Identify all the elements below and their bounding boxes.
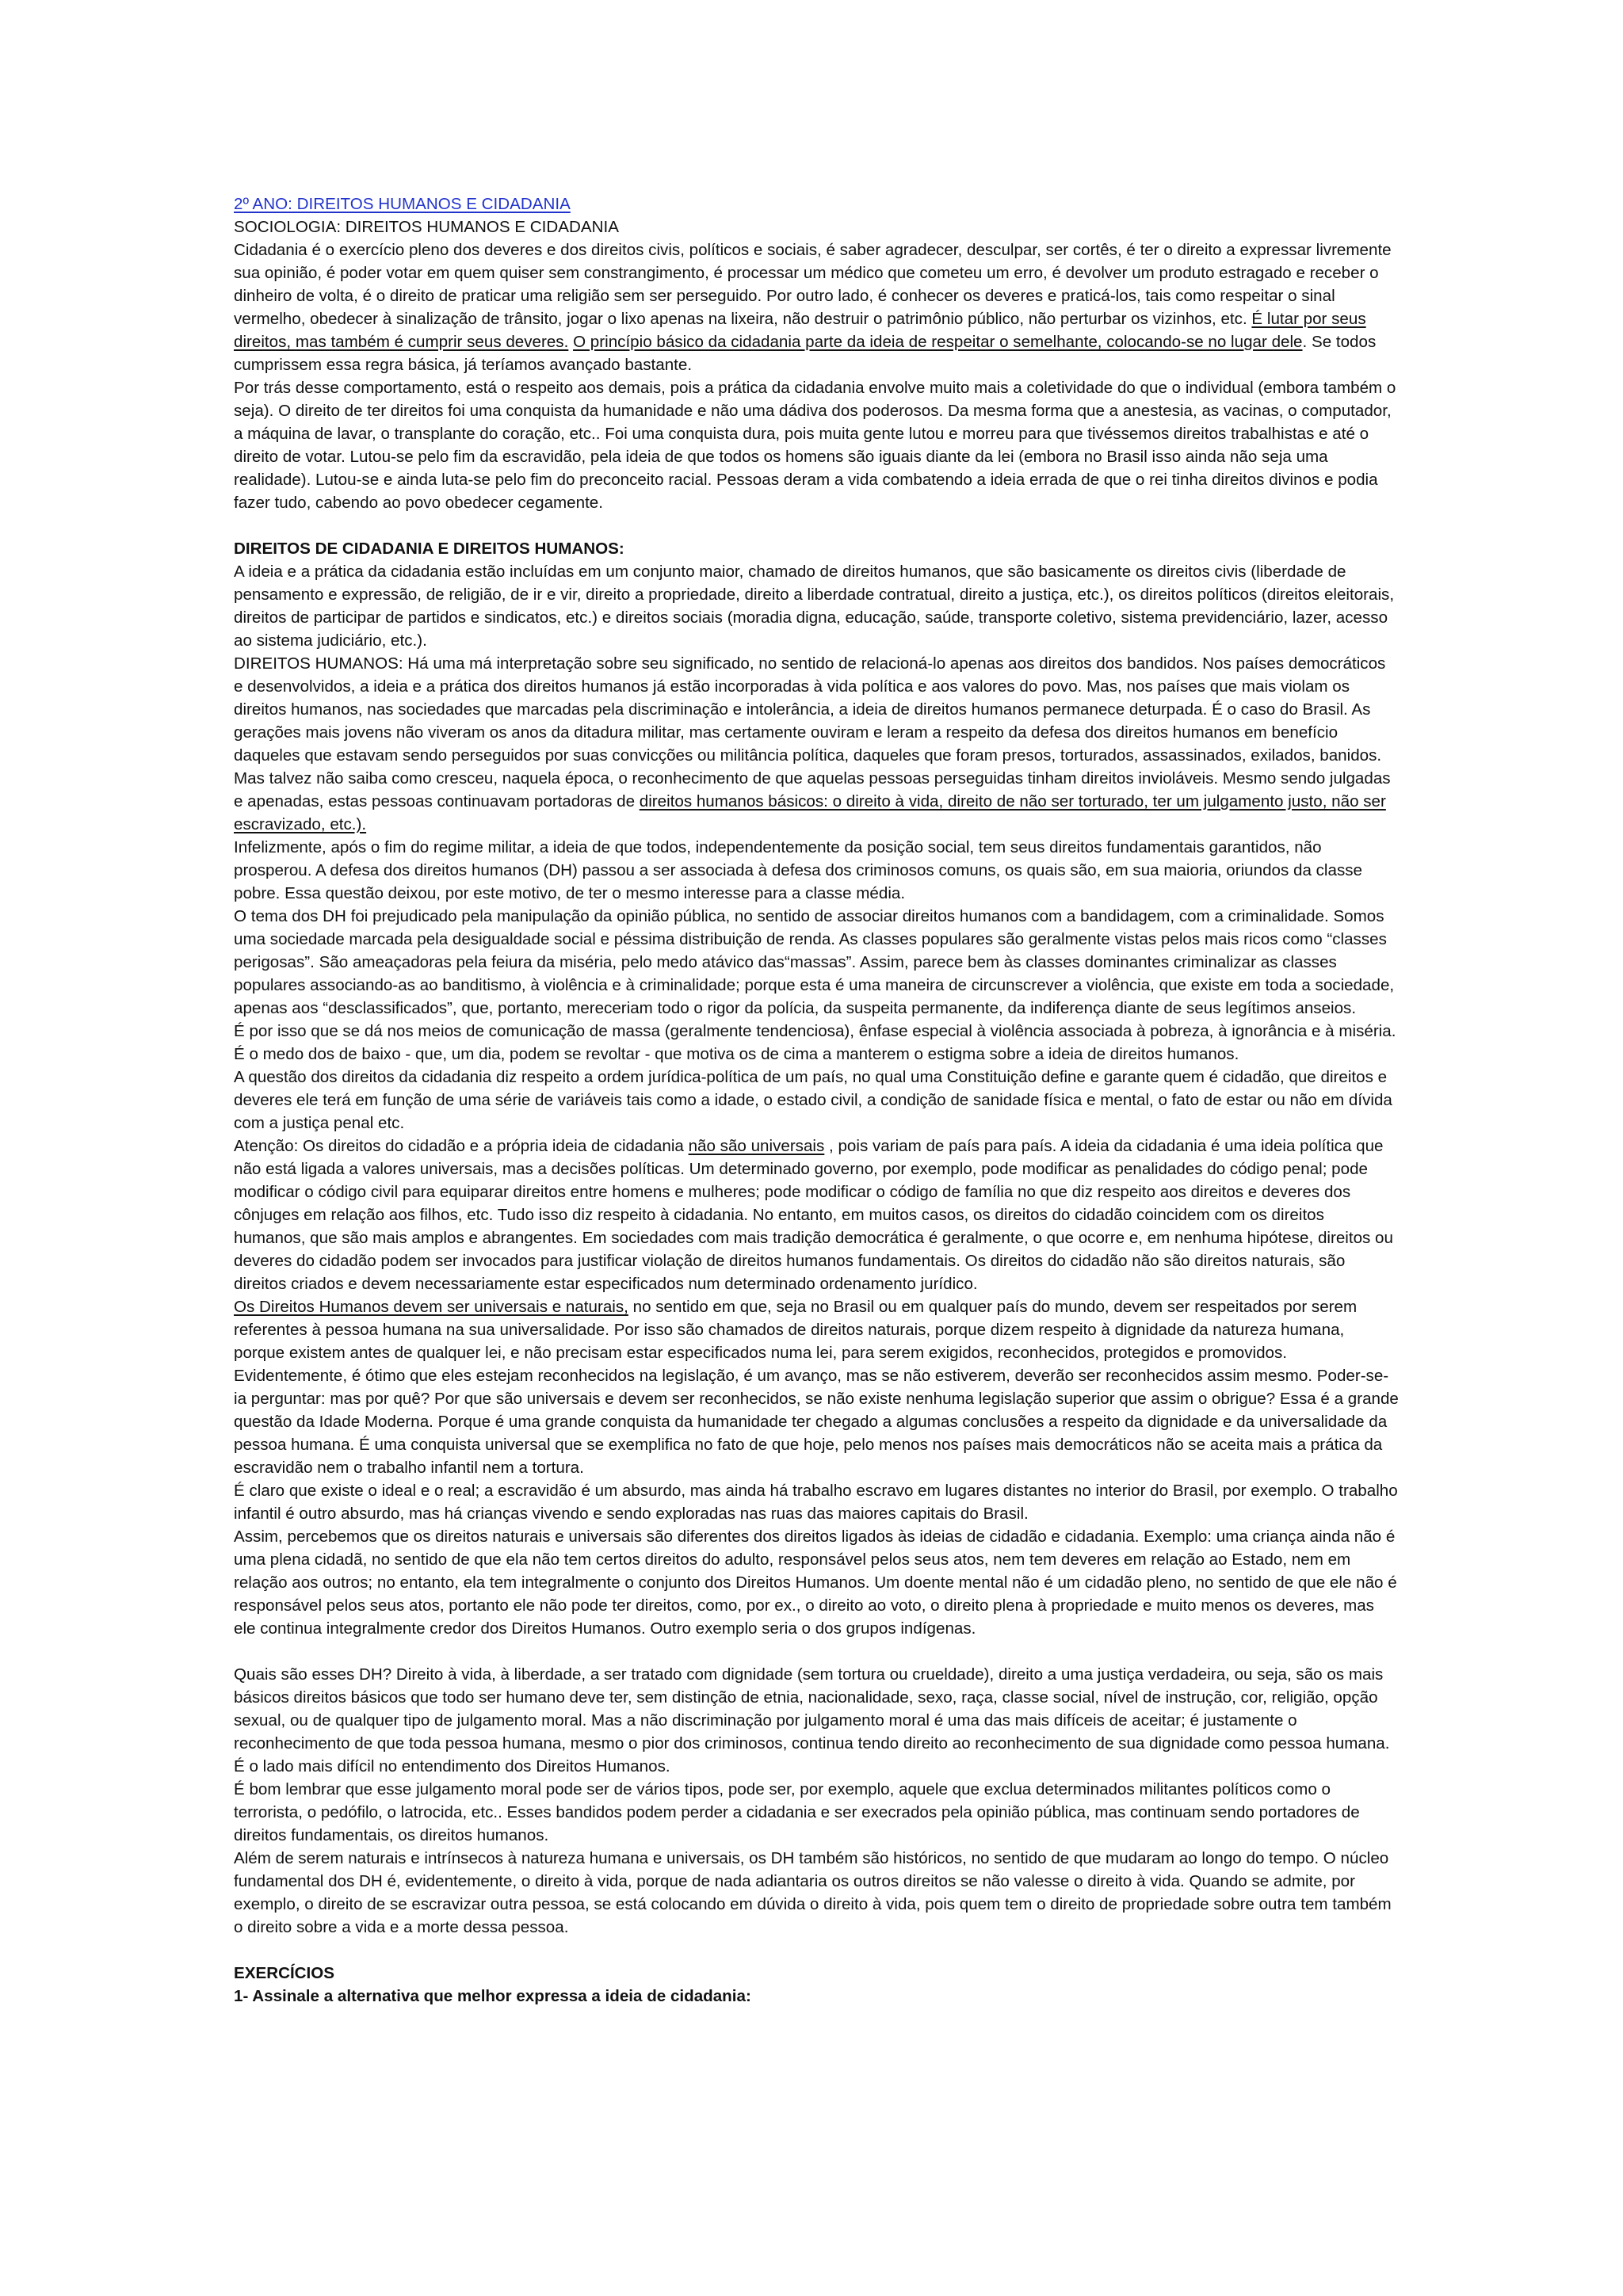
section2-paragraph-11: Assim, percebemos que os direitos naturais e universais são diferentes dos direitos ligados às ideias de cidadão e cidadania. Exemplo: uma criança ainda não é uma plena cidadã, no sentido de que ela não tem certos direitos do adulto, responsável pelos seus atos, nem tem deveres em relação ao Estado, nem em relação aos outros; no entanto, ela tem integralmente o conjunto dos Direitos Humanos. Um doente mental não é um cidadão pleno, no sentido de que ele não é responsável pelos seus atos, portanto ele não pode ter direitos, como, por ex., o direito ao voto, o direito plena à propriedade e muito menos os deveres, mas ele continua integralmente credor dos Direitos Humanos. Outro exemplo seria o dos grupos indígenas. — [234, 1527, 1397, 1638]
intro-p1-text-a: Cidadania é o exercício pleno dos deveres e dos direitos civis, políticos e sociais, é saber agradecer, desculpar, ser cortês, é ter o direito a expressar livremente sua opinião, é poder votar em quem quiser sem constrangimento, é processar um médico que cometeu um erro, é devolver um produto estragado e receber o dinheiro de volta, é o direito de praticar uma religião sem ser perseguido. Por outro lado, é conhecer os deveres e praticá-los, tais como respeitar o sinal vermelho, obedecer à sinalização de trânsito, jogar o lixo apenas na lixeira, não destruir o patrimônio público, não perturbar os vizinhos, etc. — [234, 241, 1392, 328]
section2-p2-text: DIREITOS HUMANOS: Há uma má interpretação sobre seu significado, no sentido de relacioná-lo apenas aos direitos dos bandidos. Nos países democráticos e desenvolvidos, a ideia e a prática dos direitos humanos já estão incorporadas à vida política e aos valores do povo. Mas, nos países que mais violam os direitos humanos, nas sociedades que marcadas pela discriminação e intolerância, a ideia de direitos humanos permanece deturpada. É o caso do Brasil. As gerações mais jovens não viveram os anos da ditadura militar, mas certamente ouviram e leram a respeito da defesa dos direitos humanos em benefício daqueles que estavam sendo perseguidos por suas convicções ou militância política, daqueles que foram presos, torturados, assassinados, exilados, banidos. Mas talvez não saiba como cresceu, naquela época, o reconhecimento de que aquelas pessoas perseguidas tinham direitos invioláveis. Mesmo sendo julgadas e apenadas, estas pessoas continuavam portadoras de — [234, 654, 1391, 810]
section2-p7-underline: não são universais — [688, 1137, 825, 1155]
section2-paragraph-3: Infelizmente, após o fim do regime militar, a ideia de que todos, independentemente da posição social, tem seus direitos fundamentais garantidos, não prosperou. A defesa dos direitos humanos (DH) passou a ser associada à defesa dos criminosos comuns, os quais são, em sua maioria, oriundos da classe pobre. Essa questão deixou, por este motivo, de ter o mesmo interesse para a classe média. — [234, 838, 1363, 902]
section3-paragraph-3: Além de serem naturais e intrínsecos à natureza humana e universais, os DH também são históricos, no sentido de que mudaram ao longo do tempo. O núcleo fundamental dos DH é, evidentemente, o direito à vida, porque de nada adiantaria os outros direitos se não valesse o direito à vida. Quando se admite, por exemplo, o direito de se escravizar outra pessoa, se está colocando em dúvida o direito à vida, pois quem tem o direito de propriedade sobre outra tem também o direito sobre a vida e a morte dessa pessoa. — [234, 1849, 1392, 1936]
section2-paragraph-6: A questão dos direitos da cidadania diz respeito a ordem jurídica-política de um país, no qual uma Constituição define e garante quem é cidadão, que direitos e deveres ele terá em função de uma série de variáveis tais como a idade, o estado civil, a condição de sanidade física e mental, o fato de estar ou não em dívida com a justiça penal etc. — [234, 1068, 1392, 1132]
section2-paragraph-7 — [234, 1135, 1399, 1295]
title-link-text[interactable]: 2º ANO: DIREITOS HUMANOS E CIDADANIA — [234, 195, 571, 213]
spacer — [234, 514, 1399, 537]
section2-p8-text: no sentido em que, seja no Brasil ou em qualquer país do mundo, devem ser respeitados por serem referentes à pessoa humana na sua universalidade. Por isso são chamados de direitos naturais, porque dizem respeito à dignidade da natureza humana, porque existem antes de qualquer lei, e não precisam estar especificados numa lei, para serem exigidos, reconhecidos, protegidos e promovidos. — [234, 1298, 1358, 1362]
section-heading-cidadania-dh: DIREITOS DE CIDADANIA E DIREITOS HUMANOS: — [234, 540, 624, 558]
document-subtitle: SOCIOLOGIA: DIREITOS HUMANOS E CIDADANIA — [234, 218, 619, 236]
intro-p1-underline-1: É lutar por seus direitos, mas também é cumprir seus deveres. — [234, 310, 1366, 351]
document-page — [234, 193, 1399, 2008]
spacer — [234, 1939, 1399, 1962]
spacer — [234, 1640, 1399, 1663]
section2-paragraph-4: O tema dos DH foi prejudicado pela manipulação da opinião pública, no sentido de associar direitos humanos com a bandidagem, com a criminalidade. Somos uma sociedade marcada pela desigualdade social e péssima distribuição de renda. As classes populares são geralmente vistas pelos mais ricos como “classes perigosas”. São ameaçadoras pela feiura da miséria, pelo medo atávico das“massas”. Assim, parece bem às classes dominantes criminalizar as classes populares associando-as ao banditismo, à violência e à criminalidade; porque esta é uma maneira de circunscrever a violência, que existe em toda a sociedade, apenas aos “desclassificados”, que, portanto, mereceriam todo o rigor da polícia, da suspeita permanente, da indiferença diante de seus legítimos anseios. — [234, 907, 1395, 1017]
intro-paragraph-1 — [234, 238, 1399, 376]
section3-paragraph-2: É bom lembrar que esse julgamento moral pode ser de vários tipos, pode ser, por exemplo, aquele que exclua determinados militantes políticos como o terrorista, o pedófilo, o latrocida, etc.. Esses bandidos podem perder a cidadania e ser execrados pela opinião pública, mas continuam sendo portadores de direitos fundamentais, os direitos humanos. — [234, 1780, 1360, 1844]
section2-p7-text-b: , pois variam de país para país. A ideia da cidadania é uma ideia política que não está ligada a valores universais, mas a decisões políticas. Um determinado governo, por exemplo, pode modificar as penalidades do código penal; pode modificar o código civil para equiparar direitos entre homens e mulheres; pode modificar o código de família no que diz respeito aos direitos e deveres dos cônjuges em relação aos filhos, etc. Tudo isso diz respeito à cidadania. No entanto, em muitos casos, os direitos do cidadão coincidem com os direitos humanos, que são mais amplos e abrangentes. Em sociedades com mais tradição democrática é geralmente, o que ocorre e, em nenhuma hipótese, direitos ou deveres do cidadão podem ser invocados para justificar violação de direitos humanos fundamentais. Os direitos do cidadão não são direitos naturais, são direitos criados e devem necessariamente estar especificados num determinado ordenamento jurídico. — [234, 1137, 1393, 1293]
section2-paragraph-8 — [234, 1295, 1399, 1364]
section2-paragraph-10: É claro que existe o ideal e o real; a escravidão é um absurdo, mas ainda há trabalho escravo em lugares distantes no interior do Brasil, por exemplo. O trabalho infantil é outro absurdo, mas há crianças vivendo e sendo exploradas nas ruas das maiores capitais do Brasil. — [234, 1482, 1398, 1523]
section2-p7-text-a: Atenção: Os direitos do cidadão e a própria ideia de cidadania — [234, 1137, 689, 1155]
section2-paragraph-9: Evidentemente, é ótimo que eles estejam reconhecidos na legislação, é um avanço, mas se não estiverem, deverão ser reconhecidos assim mesmo. Poder-se-ia perguntar: mas por quê? Por que são universais e devem ser reconhecidos, se não existe nenhuma legislação superior que assim o obrigue? Essa é a grande questão da Idade Moderna. Porque é uma grande conquista da humanidade ter chegado a algumas conclusões a respeito da dignidade e da universalidade da pessoa humana. É uma conquista universal que se exemplifica no fato de que hoje, pelo menos nos países mais democráticos não se aceita mais a prática da escravidão nem o trabalho infantil nem a tortura. — [234, 1367, 1399, 1477]
section2-paragraph-1: A ideia e a prática da cidadania estão incluídas em um conjunto maior, chamado de direitos humanos, que são basicamente os direitos civis (liberdade de pensamento e expressão, de religião, de ir e vir, direito a propriedade, direito a liberdade contratual, direito a justiça, etc.), os direitos políticos (direitos eleitorais, direitos de participar de partidos e sindicatos, etc.) e direitos sociais (moradia digna, educação, saúde, transporte coletivo, sistema previdenciário, lazer, acesso ao sistema judiciário, etc.). — [234, 563, 1395, 650]
exercise-question-1: 1- Assinale a alternativa que melhor expressa a ideia de cidadania: — [234, 1987, 751, 2005]
intro-paragraph-2: Por trás desse comportamento, está o respeito aos demais, pois a prática da cidadania envolve muito mais a coletividade do que o individual (embora também o seja). O direito de ter direitos foi uma conquista da humanidade e não uma dádiva dos poderosos. Da mesma forma que a anestesia, as vacinas, o computador, a máquina de lavar, o transplante do coração, etc.. Foi uma conquista dura, pois muita gente lutou e morreu para que tivéssemos direitos trabalhistas e até o direito de votar. Lutou-se pelo fim da escravidão, pela ideia de que todos os homens são iguais diante da lei (embora no Brasil isso ainda não seja uma realidade). Lutou-se e ainda luta-se pelo fim do preconceito racial. Pessoas deram a vida combatendo a ideia errada de que o rei tinha direitos divinos e podia fazer tudo, cabendo ao povo obedecer cegamente. — [234, 379, 1396, 512]
section2-p8-underline: Os Direitos Humanos devem ser universais e naturais, — [234, 1298, 628, 1316]
section2-paragraph-5: É por isso que se dá nos meios de comunicação de massa (geralmente tendenciosa), ênfase especial à violência associada à pobreza, à ignorância e à miséria. É o medo dos de baixo - que, um dia, podem se revoltar - que motiva os de cima a manterem o estigma sobre a ideia de direitos humanos. — [234, 1022, 1396, 1063]
document-title-link[interactable] — [234, 193, 1399, 215]
section2-paragraph-2 — [234, 652, 1399, 836]
section3-paragraph-1: Quais são esses DH? Direito à vida, à liberdade, a ser tratado com dignidade (sem tortura ou crueldade), direito a uma justiça verdadeira, ou seja, são os mais básicos direitos básicos que todo ser humano deve ter, sem distinção de etnia, nacionalidade, sexo, raça, classe social, nível de instrução, cor, religião, opção sexual, ou de qualquer tipo de julgamento moral. Mas a não discriminação por julgamento moral é uma das mais difíceis de aceitar; é justamente o reconhecimento de que toda pessoa humana, mesmo o pior dos criminosos, continua tendo direito ao reconhecimento de sua dignidade como pessoa humana. É o lado mais difícil no entendimento dos Direitos Humanos. — [234, 1665, 1390, 1775]
intro-p1-underline-2: O princípio básico da cidadania parte da ideia de respeitar o semelhante, colocando-se no lugar dele — [573, 333, 1303, 351]
intro-p1-text-b: . Se todos cumprissem essa regra básica, já teríamos avançado bastante. — [234, 333, 1377, 374]
exercises-heading: EXERCÍCIOS — [234, 1964, 335, 1982]
section2-p2-underline: direitos humanos básicos: o direito à vida, direito de não ser torturado, ter um julgamento justo, não ser escravizado, etc.). — [234, 792, 1386, 833]
